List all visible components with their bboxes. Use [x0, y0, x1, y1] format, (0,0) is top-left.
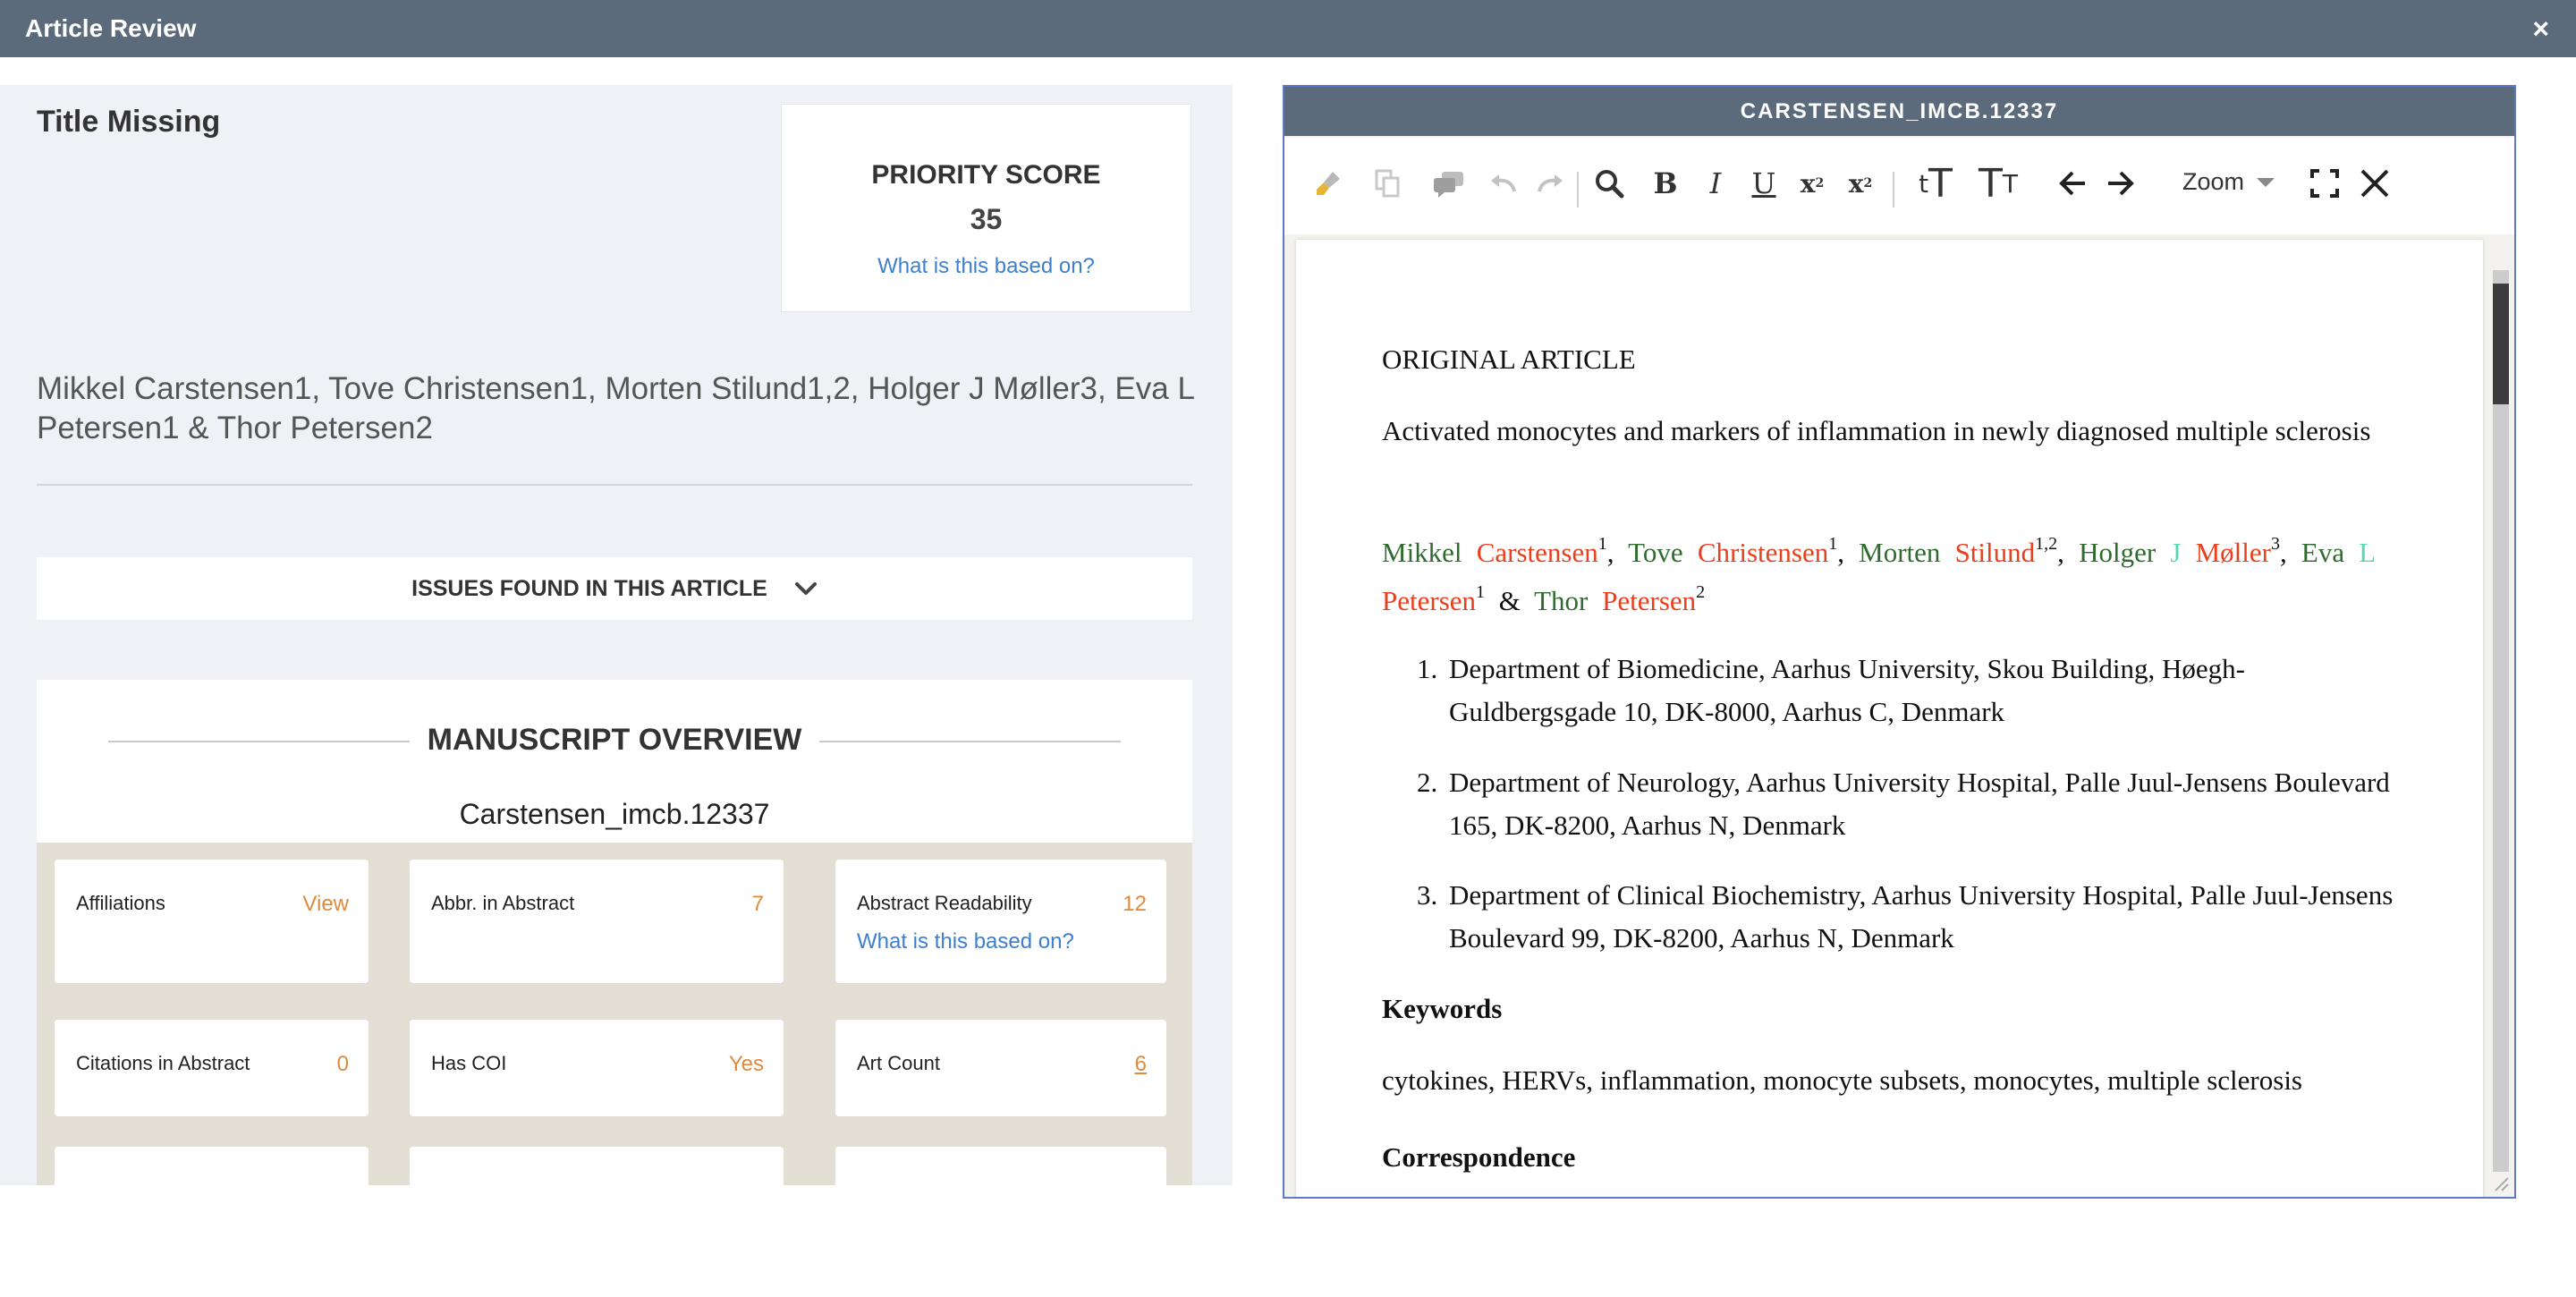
affiliation-text: Department of Clinical Biochemistry, Aarhus University Hospital, Palle Juul-Jensens Boulevard 99, DK-8200, Aarhus N, Denmark [1449, 879, 2394, 954]
author-middle-initial: L [2359, 537, 2376, 568]
affiliation-number: 1. [1417, 653, 1438, 684]
document-title: Activated monocytes and markers of inflammation in newly diagnosed multiple sclerosis [1382, 415, 2371, 446]
author-last-name: Christensen [1697, 537, 1829, 568]
author-first-name: Morten [1859, 537, 1941, 568]
readability-explain-link[interactable]: What is this based on? [857, 929, 1074, 954]
scrollbar-track[interactable] [2493, 270, 2509, 1172]
author-first-name: Holger [2079, 537, 2157, 568]
divider [37, 484, 1192, 486]
article-title: Title Missing [37, 105, 221, 139]
stat-card-label: Abstract Readability [857, 892, 1032, 914]
affiliation-list [1417, 648, 2401, 733]
author-last-name: Carstensen [1476, 537, 1598, 568]
comments-icon[interactable] [1426, 161, 1472, 206]
article-type: ORIGINAL ARTICLE [1382, 343, 1636, 375]
close-icon[interactable] [2354, 161, 2395, 206]
stat-card-label: Citations in Abstract [76, 1052, 250, 1074]
superscript-icon[interactable]: x 2 [1848, 168, 1873, 199]
section-heading: Correspondence [1382, 1141, 1576, 1173]
chevron-down-icon [2257, 178, 2275, 187]
stat-card-label: Affiliations [76, 892, 165, 914]
scrollbar-thumb[interactable] [2493, 284, 2509, 404]
author-affiliation-ref: 1 [1828, 534, 1838, 554]
author-list: Mikkel Carstensen1, Tove Christensen1, Morten Stilund1,2, Holger J Møller3, Eva L Petersen1 & Thor Petersen2 [37, 371, 1194, 445]
stat-card-abbr-in-abstract [410, 860, 784, 983]
author-affiliation-ref: 1 [1476, 582, 1486, 602]
affiliation-list [1417, 761, 2401, 847]
copy-icon[interactable] [1367, 161, 1408, 206]
editor-toolbar [1284, 138, 2514, 234]
window-title-bar [0, 0, 2576, 57]
author-connector: & [1498, 585, 1521, 616]
author-first-name: Thor [1534, 585, 1589, 616]
author-last-name: Petersen [1602, 585, 1697, 616]
priority-score-label: PRIORITY SCORE [871, 160, 1101, 190]
zoom-dropdown[interactable] [2182, 159, 2275, 204]
stat-card-affiliations [55, 860, 369, 983]
author-first-name: Tove [1628, 537, 1683, 568]
window-title: Article Review [25, 14, 197, 42]
manuscript-overview-heading: MANUSCRIPT OVERVIEW [410, 723, 820, 757]
author-last-name: Stilund [1954, 537, 2036, 568]
subscript-icon[interactable]: x 2 [1800, 168, 1825, 199]
author-affiliation-ref: 3 [2270, 534, 2280, 554]
toolbar-separator [1893, 172, 1894, 208]
affiliations-view-link[interactable]: View [302, 892, 349, 916]
editor-header: CARSTENSEN_IMCB.12337 [1284, 87, 2514, 136]
manuscript-overview [37, 680, 1192, 1185]
affiliation-number: 3. [1417, 879, 1438, 911]
arrow-right-icon[interactable] [2100, 161, 2140, 206]
stat-card-citations-in-abstract [55, 1020, 369, 1116]
stat-card-value: Yes [728, 1052, 764, 1076]
affiliation-item [1417, 648, 2401, 733]
search-icon[interactable] [1587, 161, 1631, 206]
priority-score-card [781, 104, 1191, 312]
priority-score-explain-link[interactable]: What is this based on? [877, 254, 1095, 278]
clear-format-icon[interactable] [1308, 161, 1349, 206]
italic-icon[interactable]: I [1709, 166, 1722, 200]
stat-card-abstract-readability [835, 860, 1166, 983]
stat-card-label: Has COI [431, 1052, 507, 1074]
document-editor [1283, 85, 2516, 1199]
art-count-link[interactable]: 6 [1134, 1052, 1147, 1076]
keywords-heading: Keywords [1382, 993, 1503, 1024]
stat-card [835, 1147, 1166, 1185]
stat-card [410, 1147, 784, 1185]
stat-card-value: 0 [336, 1052, 349, 1076]
affiliation-item [1417, 761, 2401, 847]
stat-card-art-count [835, 1020, 1166, 1116]
article-info-panel [0, 85, 1233, 1185]
author-affiliation-ref: 2 [1696, 582, 1706, 602]
document-authors: Mikkel Carstensen$^1$, Tove Christensen$^1$, Morten Stilund$^{1,2}$, Holger J Møller$^3$, Eva L Petersen$^1$ & Thor Petersen$^2$ [1382, 534, 2376, 616]
document-page[interactable] [1296, 240, 2483, 1199]
stat-card-label: Art Count [857, 1052, 940, 1074]
text-smaller-icon[interactable]: t T [1919, 160, 1953, 207]
author-last-name: Petersen [1382, 585, 1477, 616]
arrow-left-icon[interactable] [2054, 161, 2093, 206]
chevron-down-icon [794, 577, 818, 600]
stat-card [55, 1147, 369, 1185]
manuscript-overview-header [37, 680, 1192, 843]
stat-card-label: Abbr. in Abstract [431, 892, 575, 914]
underline-icon[interactable]: U [1751, 166, 1776, 200]
author-first-name: Eva [2301, 537, 2345, 568]
author-middle-initial: J [2170, 537, 2182, 568]
fullscreen-icon[interactable] [2304, 161, 2345, 206]
stat-card-has-coi [410, 1020, 784, 1116]
issues-label: ISSUES FOUND IN THIS ARTICLE [411, 575, 767, 601]
affiliation-number: 2. [1417, 767, 1438, 798]
stat-card-value: 12 [1123, 892, 1147, 916]
manuscript-id: Carstensen_imcb.12337 [459, 798, 770, 830]
window-close-button[interactable]: × [2532, 12, 2549, 45]
redo-icon[interactable] [1531, 161, 1571, 206]
priority-score-value: 35 [970, 203, 1003, 235]
author-first-name: Mikkel [1382, 537, 1462, 568]
author-last-name: Møller [2195, 537, 2271, 568]
affiliation-text: Department of Biomedicine, Aarhus University, Skou Building, Høegh-Guldbergsgade 10, DK-8000, Aarhus C, Denmark [1449, 653, 2245, 727]
affiliation-list [1417, 874, 2401, 960]
keywords-text: cytokines, HERVs, inflammation, monocyte subsets, monocytes, multiple sclerosis [1382, 1064, 2302, 1096]
zoom-label: Zoom [2182, 167, 2245, 195]
undo-icon[interactable] [1483, 161, 1522, 206]
issues-accordion-toggle[interactable] [37, 557, 1192, 620]
bold-icon[interactable]: B [1653, 166, 1678, 200]
resize-handle-icon[interactable] [2493, 1175, 2509, 1191]
text-larger-icon[interactable]: T T [1979, 160, 2018, 207]
stat-card-value: 7 [751, 892, 764, 916]
affiliation-text: Department of Neurology, Aarhus University Hospital, Palle Juul-Jensens Boulevard 165, DK-8200, Aarhus N, Denmark [1449, 767, 2390, 841]
toolbar-separator [1577, 172, 1579, 208]
affiliation-item [1417, 874, 2401, 960]
author-affiliation-ref: 1 [1597, 534, 1607, 554]
author-affiliation-ref: 1,2 [2035, 534, 2058, 554]
